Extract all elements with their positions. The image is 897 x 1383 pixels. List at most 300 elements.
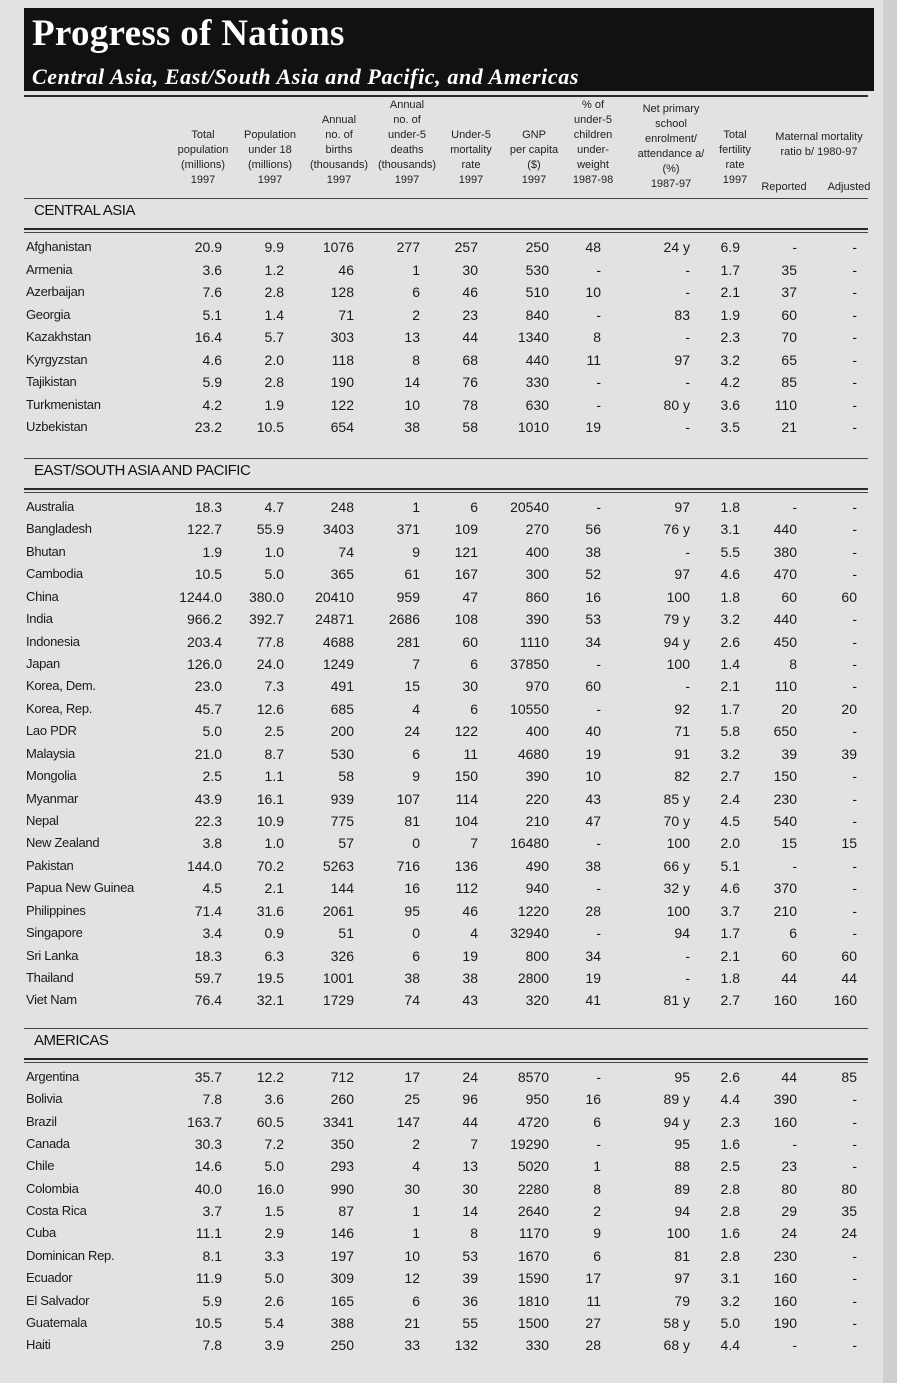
- section-title: CENTRAL ASIA: [34, 202, 135, 219]
- table-cell: 35: [841, 1203, 857, 1220]
- table-cell: 1: [412, 1203, 420, 1220]
- table-cell: 96: [462, 1091, 478, 1108]
- section-title: EAST/SOUTH ASIA AND PACIFIC: [34, 462, 251, 479]
- country-name: Costa Rica: [26, 1203, 87, 1219]
- table-cell: 79: [674, 1292, 690, 1309]
- table-cell: -: [852, 1113, 857, 1130]
- table-row: [0, 743, 897, 765]
- table-cell: 58: [338, 768, 354, 785]
- table-cell: 61: [404, 566, 420, 583]
- column-header: Annual no. of births (thousands) 1997: [309, 114, 369, 186]
- table-cell: 1220: [517, 902, 549, 919]
- divider: [24, 488, 868, 490]
- country-name: Korea, Rep.: [26, 700, 93, 716]
- table-cell: 160: [773, 1113, 797, 1130]
- table-cell: 16480: [510, 835, 549, 852]
- table-cell: 83: [674, 306, 690, 323]
- table-cell: 23: [781, 1158, 797, 1175]
- table-cell: 6: [470, 656, 478, 672]
- divider: [24, 1062, 868, 1063]
- table-cell: 74: [338, 543, 354, 560]
- table-cell: 13: [462, 1158, 478, 1175]
- table-row: [0, 788, 897, 810]
- table-cell: 13: [404, 329, 420, 345]
- table-row: [0, 922, 897, 944]
- table-cell: 30: [462, 1180, 478, 1197]
- table-cell: 1.9: [202, 543, 222, 560]
- table-cell: 11: [586, 351, 601, 368]
- table-cell: -: [792, 1136, 797, 1153]
- table-cell: 330: [525, 1337, 549, 1354]
- table-cell: 2061: [322, 902, 354, 919]
- table-cell: 100: [666, 902, 690, 919]
- table-cell: 15: [841, 835, 857, 852]
- table-cell: 94 y: [663, 633, 690, 650]
- table-cell: 5.0: [202, 723, 222, 740]
- table-row: [0, 810, 897, 832]
- table-cell: 2.6: [264, 1292, 284, 1309]
- table-cell: 114: [455, 790, 478, 807]
- table-cell: 390: [525, 768, 549, 785]
- table-cell: 60: [462, 633, 478, 650]
- table-cell: 1.0: [264, 543, 284, 560]
- country-name: Canada: [26, 1136, 70, 1152]
- table-cell: 23.2: [194, 419, 222, 435]
- table-row: [0, 720, 897, 742]
- table-cell: 37: [781, 284, 797, 300]
- table-cell: 136: [454, 857, 478, 874]
- table-row: [0, 326, 897, 348]
- table-cell: 81: [404, 813, 420, 830]
- table-row: [0, 563, 897, 585]
- table-cell: -: [685, 419, 690, 435]
- table-cell: 80 y: [663, 396, 690, 413]
- column-header: Total fertility rate 1997: [719, 129, 751, 186]
- table-cell: 4.5: [202, 880, 222, 897]
- table-cell: 197: [330, 1247, 354, 1264]
- table-cell: 47: [585, 813, 601, 830]
- table-cell: 97: [674, 499, 690, 515]
- table-cell: 32.1: [256, 992, 284, 1009]
- table-cell: 1670: [517, 1247, 549, 1264]
- divider: [24, 232, 868, 233]
- table-cell: 32 y: [663, 880, 690, 897]
- table-cell: 190: [773, 1314, 797, 1331]
- table-cell: 200: [330, 723, 354, 740]
- table-cell: -: [852, 284, 857, 300]
- table-cell: 1001: [322, 970, 354, 987]
- column-header: Annual no. of under-5 deaths (thousands) 1997: [377, 99, 437, 186]
- table-cell: 2.1: [720, 947, 740, 964]
- table-cell: 392.7: [248, 611, 284, 628]
- table-cell: 35: [781, 261, 797, 278]
- table-cell: -: [596, 306, 601, 323]
- table-cell: 121: [454, 543, 478, 560]
- table-cell: -: [596, 261, 601, 278]
- table-cell: 939: [330, 790, 354, 807]
- table-cell: 685: [330, 700, 354, 717]
- table-row: [0, 541, 897, 563]
- table-cell: 0.9: [264, 925, 284, 942]
- table-cell: 3.7: [720, 902, 740, 919]
- table-cell: 630: [525, 396, 549, 413]
- table-cell: 6: [593, 1113, 601, 1130]
- table-cell: 390: [525, 611, 549, 628]
- table-cell: 6.3: [264, 947, 284, 964]
- table-cell: -: [596, 700, 601, 717]
- table-cell: 2: [412, 1136, 420, 1153]
- table-cell: -: [596, 925, 601, 942]
- table-cell: -: [685, 678, 690, 695]
- table-cell: 89 y: [663, 1091, 690, 1108]
- table-cell: 48: [585, 239, 601, 255]
- table-cell: 85: [841, 1069, 857, 1085]
- table-cell: 277: [396, 239, 420, 255]
- table-cell: 1076: [322, 239, 354, 255]
- table-cell: 150: [773, 768, 797, 785]
- table-cell: 8: [470, 1225, 478, 1242]
- country-name: Singapore: [26, 925, 83, 941]
- table-cell: 85 y: [663, 790, 690, 807]
- table-cell: 27: [585, 1314, 601, 1331]
- table-cell: 51: [338, 925, 354, 942]
- table-cell: 10.9: [256, 813, 284, 830]
- table-cell: 110: [774, 678, 797, 695]
- country-name: Thailand: [26, 970, 74, 986]
- table-cell: 190: [330, 374, 354, 390]
- table-cell: 2.8: [720, 1203, 740, 1220]
- table-cell: -: [685, 261, 690, 278]
- table-cell: 3.5: [720, 419, 740, 435]
- table-cell: 6: [412, 745, 420, 762]
- table-cell: 1.1: [264, 768, 284, 785]
- table-row: [0, 945, 897, 967]
- table-cell: 2.5: [202, 768, 222, 785]
- table-cell: 44: [781, 1069, 797, 1085]
- country-name: Tajikistan: [26, 374, 77, 389]
- country-name: Cambodia: [26, 566, 83, 582]
- country-name: Turkmenistan: [26, 396, 101, 412]
- table-cell: 58 y: [663, 1314, 690, 1331]
- table-cell: 30: [462, 678, 478, 695]
- table-row: [0, 1222, 897, 1244]
- country-name: Georgia: [26, 306, 71, 322]
- divider: [24, 95, 868, 97]
- table-cell: 38: [404, 970, 420, 987]
- table-cell: 8: [593, 329, 601, 345]
- country-name: India: [26, 611, 53, 627]
- table-cell: 16.4: [194, 329, 222, 345]
- table-cell: 257: [454, 239, 478, 255]
- table-cell: -: [852, 239, 857, 255]
- column-header: Net primary school enrolment/ attendance a/ (%) 1987-97: [637, 103, 705, 190]
- table-cell: 0: [412, 925, 420, 942]
- table-row: [0, 877, 897, 899]
- table-cell: 5020: [517, 1158, 549, 1175]
- table-cell: 10: [585, 768, 601, 785]
- table-cell: 118: [331, 351, 354, 368]
- table-cell: 71.4: [194, 902, 222, 919]
- table-cell: 1340: [517, 329, 549, 345]
- table-cell: 7.8: [202, 1091, 222, 1108]
- table-cell: 15: [404, 678, 420, 695]
- table-cell: 3403: [322, 521, 354, 538]
- table-cell: 7.8: [202, 1337, 222, 1354]
- table-cell: 1.7: [720, 261, 740, 278]
- table-cell: 2.3: [720, 1113, 740, 1130]
- table-cell: 3.9: [264, 1337, 284, 1354]
- table-cell: 38: [462, 970, 478, 987]
- table-cell: 10.5: [194, 1314, 222, 1331]
- table-cell: 36: [462, 1292, 478, 1309]
- table-cell: 74: [404, 992, 420, 1009]
- table-cell: 7.3: [264, 678, 284, 695]
- table-cell: 5.0: [264, 1270, 284, 1287]
- table-cell: 29: [781, 1203, 797, 1220]
- table-cell: 70.2: [256, 857, 284, 874]
- table-cell: 8.1: [202, 1247, 222, 1264]
- table-cell: -: [596, 396, 601, 413]
- table-cell: -: [852, 566, 857, 583]
- table-cell: -: [596, 835, 601, 852]
- country-name: China: [26, 588, 59, 604]
- table-cell: 370: [773, 880, 797, 897]
- country-name: Australia: [26, 499, 74, 514]
- table-cell: 24871: [315, 611, 354, 628]
- country-name: Kyrgyzstan: [26, 351, 88, 367]
- table-cell: -: [852, 611, 857, 628]
- table-cell: 4: [470, 925, 478, 942]
- table-cell: 1729: [322, 992, 354, 1009]
- table-cell: 58: [462, 419, 478, 435]
- table-cell: 210: [773, 902, 797, 919]
- table-row: [0, 496, 897, 518]
- table-cell: 38: [585, 543, 601, 560]
- table-cell: 80: [781, 1180, 797, 1197]
- table-cell: -: [596, 1136, 601, 1153]
- table-cell: 60: [841, 588, 857, 605]
- table-row: [0, 281, 897, 303]
- table-cell: 55: [462, 1314, 478, 1331]
- table-cell: 4720: [517, 1113, 549, 1130]
- table-cell: 100: [666, 656, 690, 672]
- table-cell: 2.0: [264, 351, 284, 368]
- table-cell: 23: [462, 306, 478, 323]
- table-cell: 281: [396, 633, 420, 650]
- country-name: Uzbekistan: [26, 419, 88, 434]
- table-cell: 20: [781, 700, 797, 717]
- table-cell: 400: [525, 723, 549, 740]
- table-cell: 160: [773, 1270, 797, 1287]
- country-name: Afghanistan: [26, 239, 92, 254]
- table-cell: 2.8: [720, 1180, 740, 1197]
- page-subtitle: Central Asia, East/South Asia and Pacific, and Americas: [32, 64, 580, 89]
- table-cell: -: [852, 543, 857, 560]
- table-cell: 2.3: [720, 329, 740, 345]
- table-cell: 71: [338, 306, 354, 323]
- divider: [24, 228, 868, 230]
- table-cell: 248: [330, 499, 354, 515]
- table-cell: 3.6: [720, 396, 740, 413]
- table-cell: 1170: [518, 1225, 549, 1242]
- table-cell: -: [792, 1337, 797, 1354]
- table-row: [0, 259, 897, 281]
- table-cell: 220: [525, 790, 549, 807]
- table-cell: 303: [330, 329, 354, 345]
- table-cell: 380.0: [248, 588, 284, 605]
- country-name: Brazil: [26, 1113, 57, 1129]
- table-cell: 1244.0: [179, 588, 222, 605]
- table-cell: 1.8: [720, 970, 740, 987]
- table-cell: 94: [674, 1203, 690, 1220]
- table-cell: 1590: [517, 1270, 549, 1287]
- table-cell: -: [685, 329, 690, 345]
- table-cell: 95: [404, 902, 420, 919]
- table-cell: 39: [462, 1270, 478, 1287]
- table-cell: 5.7: [264, 329, 284, 345]
- country-name: Argentina: [26, 1069, 79, 1084]
- table-cell: 112: [455, 880, 478, 897]
- table-row: [0, 349, 897, 371]
- column-header: Total population (millions) 1997: [177, 129, 229, 186]
- table-row: [0, 416, 897, 438]
- country-name: Viet Nam: [26, 992, 77, 1008]
- table-cell: 66 y: [663, 857, 690, 874]
- table-cell: 12.6: [256, 700, 284, 717]
- country-name: Myanmar: [26, 790, 79, 806]
- table-cell: 109: [454, 521, 478, 538]
- table-cell: -: [852, 499, 857, 515]
- table-cell: 40: [585, 723, 601, 740]
- table-cell: 44: [841, 970, 857, 987]
- table-row: [0, 1111, 897, 1133]
- table-cell: 110: [774, 396, 797, 413]
- table-cell: 4.6: [202, 351, 222, 368]
- table-cell: -: [685, 374, 690, 390]
- table-cell: 2.1: [264, 880, 284, 897]
- table-cell: 3.6: [202, 261, 222, 278]
- table-cell: 9: [412, 768, 420, 785]
- table-cell: 43: [585, 790, 601, 807]
- table-row: [0, 832, 897, 854]
- table-cell: 3.2: [720, 745, 740, 762]
- table-cell: 144.0: [186, 857, 222, 874]
- table-cell: 24 y: [663, 239, 690, 255]
- table-cell: 440: [773, 521, 797, 538]
- table-cell: 24: [841, 1225, 857, 1242]
- table-cell: -: [852, 813, 857, 830]
- table-cell: 7.2: [264, 1136, 284, 1153]
- table-cell: -: [685, 284, 690, 300]
- table-cell: 7: [470, 835, 478, 852]
- table-cell: 37850: [510, 656, 549, 672]
- table-cell: -: [852, 1158, 857, 1175]
- table-cell: 132: [454, 1337, 478, 1354]
- divider: [24, 458, 868, 459]
- table-row: [0, 1312, 897, 1334]
- table-cell: 22.3: [194, 813, 222, 830]
- table-cell: 950: [525, 1091, 549, 1108]
- country-name: Ecuador: [26, 1270, 73, 1286]
- table-cell: 30: [404, 1180, 420, 1197]
- table-cell: 38: [585, 857, 601, 874]
- table-cell: 1.6: [720, 1136, 740, 1153]
- country-name: Lao PDR: [26, 723, 77, 739]
- table-row: [0, 394, 897, 416]
- table-cell: 203.4: [186, 633, 222, 650]
- table-row: [0, 1334, 897, 1356]
- table-cell: 97: [674, 351, 690, 368]
- table-cell: 5.5: [720, 543, 740, 560]
- table-cell: 11: [463, 745, 478, 762]
- table-cell: 46: [338, 261, 354, 278]
- table-cell: 400: [525, 543, 549, 560]
- table-cell: 2800: [517, 970, 549, 987]
- table-cell: 43.9: [194, 790, 222, 807]
- table-cell: 8.7: [264, 745, 284, 762]
- country-name: Armenia: [26, 261, 73, 277]
- table-cell: 2.9: [264, 1225, 284, 1242]
- table-cell: 60.5: [256, 1113, 284, 1130]
- table-cell: 122: [454, 723, 478, 740]
- table-cell: 4.7: [264, 499, 284, 515]
- table-cell: 380: [773, 543, 797, 560]
- table-cell: 24.0: [256, 656, 284, 672]
- table-cell: 3.8: [202, 835, 222, 852]
- table-row: [0, 1133, 897, 1155]
- table-cell: 59.7: [194, 970, 222, 987]
- table-cell: 716: [396, 857, 420, 874]
- table-row: [0, 236, 897, 258]
- table-cell: 3.7: [202, 1203, 222, 1220]
- table-cell: 107: [396, 790, 420, 807]
- table-cell: 68 y: [663, 1337, 690, 1354]
- table-cell: 76.4: [194, 992, 222, 1009]
- table-cell: 1810: [517, 1292, 549, 1309]
- table-cell: 33: [404, 1337, 420, 1354]
- table-cell: 4.6: [720, 566, 740, 583]
- table-cell: 4.6: [720, 880, 740, 897]
- table-row: [0, 765, 897, 787]
- table-cell: 510: [525, 284, 549, 300]
- table-cell: 4.2: [720, 374, 740, 390]
- table-cell: 21: [404, 1314, 420, 1331]
- table-cell: 940: [525, 880, 549, 897]
- country-name: Chile: [26, 1158, 55, 1174]
- table-cell: 8: [789, 656, 797, 672]
- table-cell: 91: [674, 745, 690, 762]
- table-cell: -: [792, 857, 797, 874]
- table-cell: 309: [330, 1270, 354, 1287]
- table-cell: 2686: [388, 611, 420, 628]
- table-cell: 530: [330, 745, 354, 762]
- table-row: [0, 1088, 897, 1110]
- table-cell: 57: [338, 835, 354, 852]
- table-cell: 1.7: [720, 700, 740, 717]
- table-cell: 44: [462, 329, 478, 345]
- page-title: Progress of Nations: [32, 13, 345, 54]
- section-title: AMERICAS: [34, 1032, 109, 1049]
- table-cell: 2640: [517, 1203, 549, 1220]
- table-cell: 10550: [510, 700, 549, 717]
- column-header: % of under-5 children under- weight 1987-98: [572, 99, 614, 186]
- table-cell: 34: [585, 633, 601, 650]
- table-cell: 30: [462, 261, 478, 278]
- table-row: [0, 698, 897, 720]
- table-cell: 4.4: [720, 1337, 740, 1354]
- table-cell: 79 y: [663, 611, 690, 628]
- table-cell: 70: [781, 329, 797, 345]
